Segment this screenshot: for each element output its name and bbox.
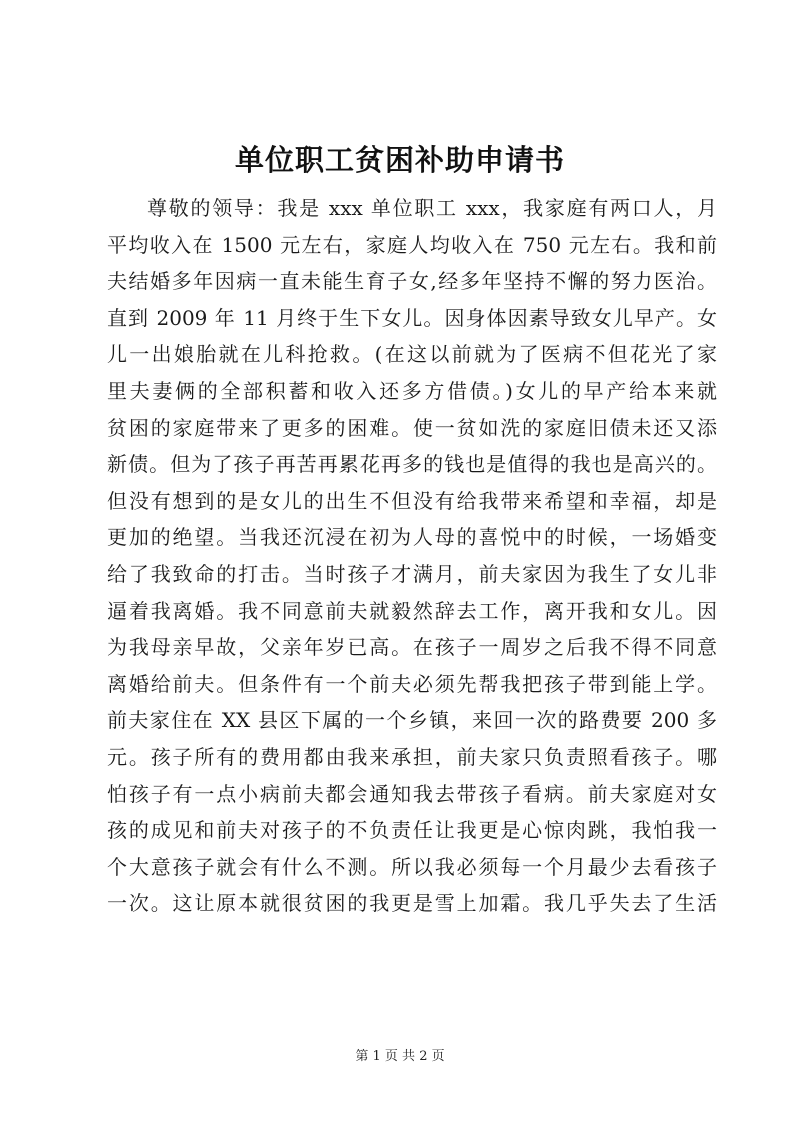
paragraph-line: 尊敬的领导：我是 xxx 单位职工 xxx，我家庭有两口人，月 xyxy=(147,196,717,220)
paragraph-line: 里夫妻俩的全部积蓄和收入还多方借债。)女儿的早产给本来就 xyxy=(107,378,717,403)
paragraph-line: 个大意孩子就会有什么不测。所以我必须每一个月最少去看孩子 xyxy=(107,854,717,879)
paragraph-line: 平均收入在 1500 元左右，家庭人均收入在 750 元左右。我和前 xyxy=(107,232,717,257)
page-footer xyxy=(0,1045,800,1064)
paragraph-line: 孩的成见和前夫对孩子的不负责任让我更是心惊肉跳，我怕我一 xyxy=(107,818,717,843)
paragraph-line: 为我母亲早故，父亲年岁已高。在孩子一周岁之后我不得不同意 xyxy=(107,635,717,660)
paragraph-line: 新债。但为了孩子再苦再累花再多的钱也是值得的我也是高兴的。 xyxy=(107,452,717,477)
body-paragraph xyxy=(107,190,717,922)
paragraph-line: 更加的绝望。当我还沉浸在初为人母的喜悦中的时候，一场婚变 xyxy=(107,525,717,550)
page-title: 单位职工贫困补助申请书 xyxy=(234,143,565,177)
paragraph-line: 逼着我离婚。我不同意前夫就毅然辞去工作，离开我和女儿。因 xyxy=(107,598,717,623)
paragraph-line: 给了我致命的打击。当时孩子才满月，前夫家因为我生了女儿非 xyxy=(107,561,717,586)
page-number: 第 1 页 共 2 页 xyxy=(355,1049,445,1064)
paragraph-line: 夫结婚多年因病一直未能生育子女,经多年坚持不懈的努力医治。 xyxy=(107,269,717,294)
paragraph-line: 但没有想到的是女儿的出生不但没有给我带来希望和幸福，却是 xyxy=(107,488,717,513)
paragraph-line: 儿一出娘胎就在儿科抢救。(在这以前就为了医病不但花光了家 xyxy=(107,342,717,367)
paragraph-line: 一次。这让原本就很贫困的我更是雪上加霜。我几乎失去了生活 xyxy=(107,891,717,916)
paragraph-line: 元。孩子所有的费用都由我来承担，前夫家只负责照看孩子。哪 xyxy=(107,744,717,769)
paragraph-line: 直到 2009 年 11 月终于生下女儿。因身体因素导致女儿早产。女 xyxy=(107,305,717,330)
paragraph-line: 前夫家住在 XX 县区下属的一个乡镇，来回一次的路费要 200 多 xyxy=(107,708,717,733)
paragraph-line: 怕孩子有一点小病前夫都会通知我去带孩子看病。前夫家庭对女 xyxy=(107,781,717,806)
paragraph-line: 离婚给前夫。但条件有一个前夫必须先帮我把孩子带到能上学。 xyxy=(107,671,717,696)
paragraph-line: 贫困的家庭带来了更多的困难。使一贫如洗的家庭旧债未还又添 xyxy=(107,415,717,440)
